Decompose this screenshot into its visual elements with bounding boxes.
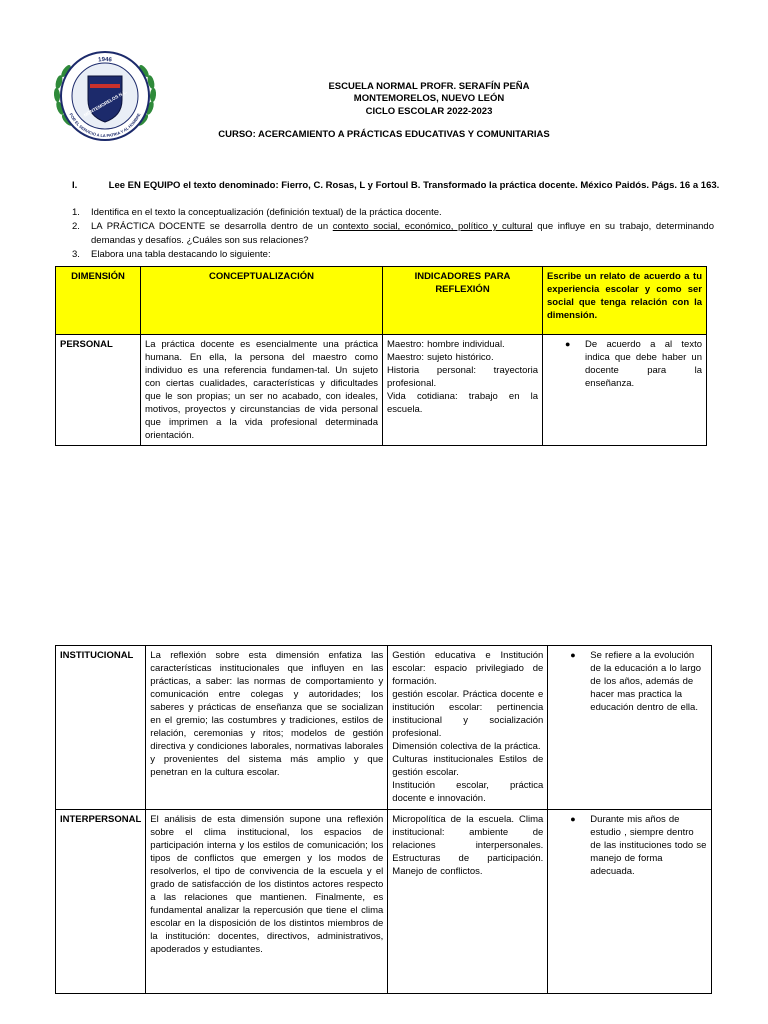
svg-text:POR EL SERVICIO A LA PATRIA Y: POR EL SERVICIO A LA PATRIA Y AL HOMBRE (68, 112, 142, 139)
instruction-text (91, 220, 714, 248)
instruction-number: 1. (72, 207, 80, 218)
school-name: ESCUELA NORMAL PROFR. SERAFÍN PEÑA (328, 81, 530, 92)
instruction-number: 3. (72, 249, 80, 260)
story-text: De acuerdo a al texto indica que debe haber un docente para la enseñanza. (585, 339, 702, 389)
instruction-item (72, 206, 714, 220)
instruction-text: Elabora una tabla destacando lo siguiente: (91, 249, 271, 260)
instruction-text-part: LA PRÁCTICA DOCENTE se desarrolla dentro de un (91, 221, 333, 232)
row-dimension: PERSONAL (56, 335, 141, 446)
story-text: Durante mis años de estudio , siempre dentro de las instituciones todo se manejo de forma adecuada. (590, 814, 707, 877)
row-indicators (388, 810, 548, 994)
table-row (56, 335, 707, 446)
bullet-icon: ● (565, 339, 571, 349)
dimensions-table-continued (55, 645, 712, 994)
row-dimension: INSTITUCIONAL (56, 646, 146, 810)
section-number: I. (72, 180, 78, 191)
story-text: Se refiere a la evolución de la educación a lo largo de los años, además de hacer mas practica la educación dentro de ella. (590, 650, 702, 713)
instruction-item (72, 220, 714, 248)
header-concept: CONCEPTUALIZACIÓN (141, 267, 383, 335)
section-text: Lee EN EQUIPO el texto denominado: Fierro, C. Rosas, L y Fortoul B. Transformado la práctica docente. México Paidós. Págs. 16 a 163. (108, 180, 720, 191)
instruction-underlined-text: contexto social, económico, político y cultural (332, 221, 533, 232)
row-story (548, 646, 712, 810)
svg-text:MONTEMORELOS N.L.: MONTEMORELOS N.L. (82, 89, 128, 118)
row-concept: La reflexión sobre esta dimensión enfatiza las características institucionales que influyen en las prácticas, a saber: las normas de comportamiento y comunicación entre colegas y autoridades; los saberes y prácticas de enseñanza que se socializan en el gremio; las costumbres y tradiciones, estilos de relación, ceremonias y ritos; modelos de gestión directiva y condiciones laborales, normativas laborales y provenientes del sistema más amplio y que penetran en la cultura escolar. (146, 646, 388, 810)
bullet-icon: ● (570, 814, 576, 824)
row-indicators (388, 646, 548, 810)
school-city: MONTEMORELOS, NUEVO LEÓN (353, 93, 505, 104)
dimensions-table (55, 266, 707, 446)
indicator-line: Historia personal: trayectoria profesional. (387, 365, 538, 389)
bullet-icon: ● (570, 650, 576, 660)
section-heading (72, 180, 719, 191)
header-dimension: DIMENSIÓN (56, 267, 141, 335)
header-story: Escribe un relato de acuerdo a tu experiencia escolar y como ser social que tenga relación con la dimensión. (543, 267, 707, 335)
course-title: CURSO: ACERCAMIENTO A PRÁCTICAS EDUCATIVAS Y COMUNITARIAS (218, 129, 550, 140)
table-header-row (56, 267, 707, 335)
indicator-line: Vida cotidiana: trabajo en la escuela. (387, 391, 538, 415)
story-bullet (552, 813, 707, 878)
row-concept: El análisis de esta dimensión supone una reflexión sobre el clima institucional, los espacios de participación interna y los estilos de comunicación; los tipos de conflictos que emergen y los modos de resolverlos, el tipo de convivencia de la escuela y el grado de satisfacción de los distintos actores respecto a las relaciones que mantienen. Finalmente, es fundamental analizar la repercusión que tiene el clima escolar en la disposición de los distintos miembros de la institución: docentes, directivos, administrativos, apoderados y estudiantes. (146, 810, 388, 994)
row-story (548, 810, 712, 994)
table-row (56, 810, 712, 994)
indicator-line: Culturas institucionales Estilos de gestión escolar. (392, 754, 544, 778)
row-dimension: INTERPERSONAL (56, 810, 146, 994)
instruction-text-part: que influye en su trabajo, determinando demandas y desafíos. ¿Cuáles son sus relaciones? (91, 221, 715, 246)
table-row (56, 646, 712, 810)
row-concept: La práctica docente es esencialmente una práctica humana. En ella, la persona del maestro como individuo es una referencia fundamen-tal. Un sujeto con ciertas cualidades, características y dificultades que le son propias; un ser no acabado, con ideales, motivos, proyectos y circunstancias de vida personal que imprimen a la vida profesional determinada orientación. (141, 335, 383, 446)
instruction-text: Identifica en el texto la conceptualización (definición textual) de la práctica docente. (91, 207, 442, 218)
row-story (543, 335, 707, 446)
header-indicators: INDICADORES PARA REFLEXIÓN (383, 267, 543, 335)
indicator-line: Dimensión colectiva de la práctica. (392, 741, 541, 752)
story-bullet (547, 338, 702, 390)
indicator-line: Institución escolar, práctica docente e innovación. (392, 780, 544, 804)
indicator-line: Maestro: hombre individual. (387, 339, 505, 350)
instruction-item (72, 248, 714, 262)
story-bullet (552, 649, 707, 714)
indicator-line: gestión escolar. Práctica docente e institución escolar: pertinencia institucional y socialización profesional. (392, 689, 544, 739)
instruction-number: 2. (72, 221, 80, 232)
indicator-line: Maestro: sujeto histórico. (387, 352, 494, 363)
row-indicators (383, 335, 543, 446)
svg-text:1946: 1946 (97, 56, 113, 64)
school-cycle: CICLO ESCOLAR 2022-2023 (365, 106, 493, 117)
instructions-list (72, 206, 714, 262)
indicator-line: Micropolítica de la escuela. Clima institucional: ambiente de relaciones interpersonales. Estructuras de participación. Manejo de conflictos. (392, 814, 544, 877)
indicator-line: Gestión educativa e Institución escolar: espacio privilegiado de formación. (392, 650, 544, 687)
